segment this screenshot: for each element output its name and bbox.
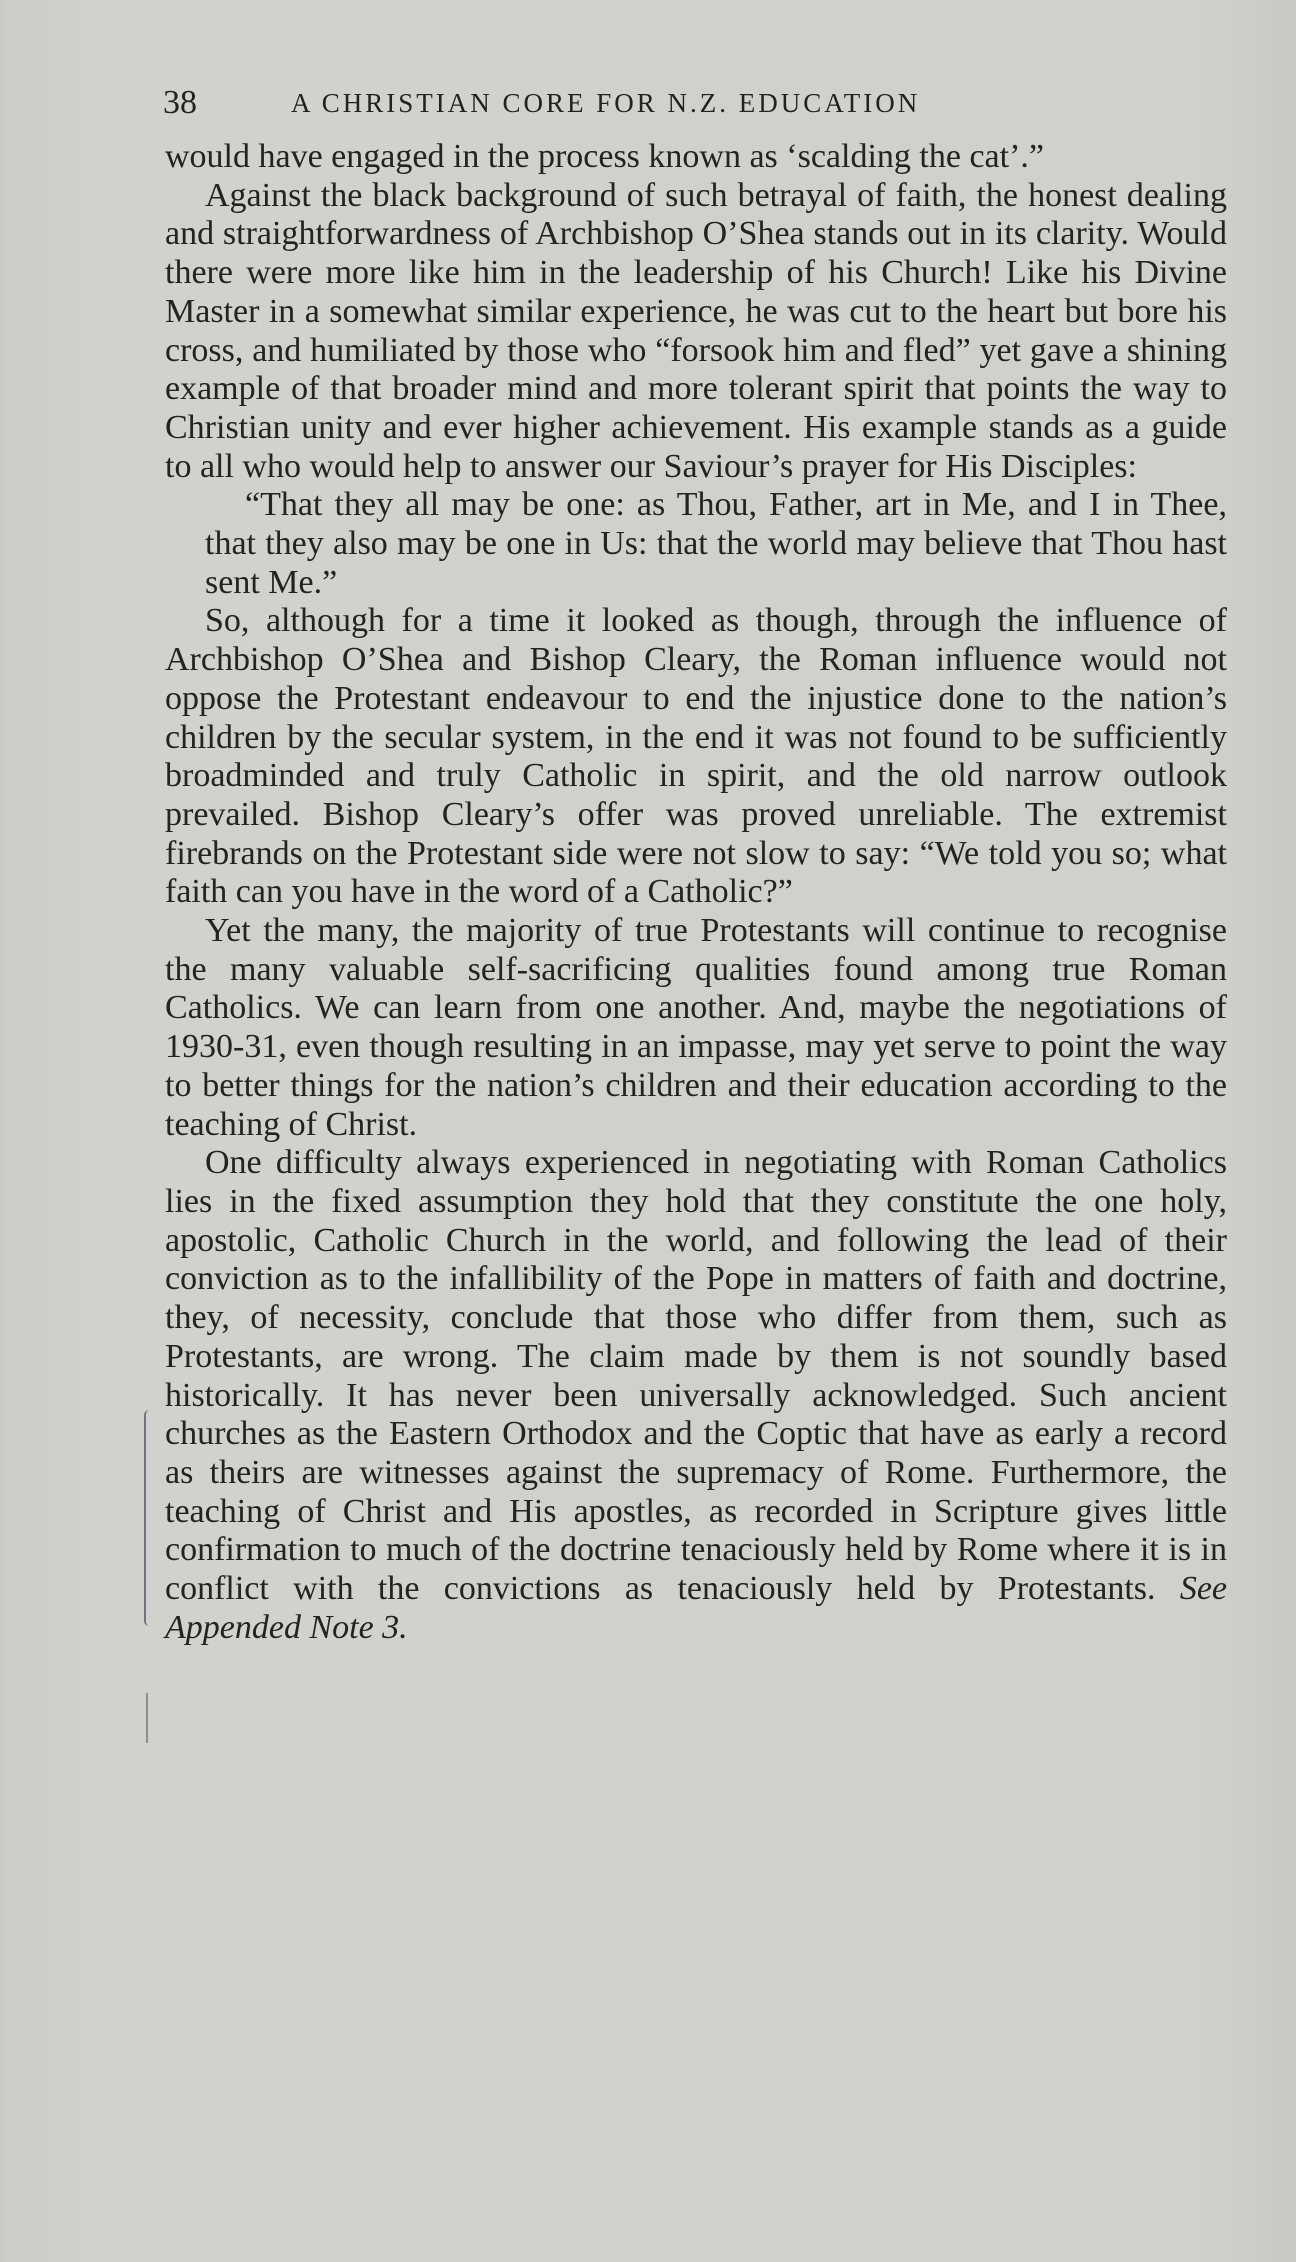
appended-note-reference: See Appended Note 3. [165,1570,1227,1646]
margin-pen-mark [144,1410,154,1626]
running-head: A CHRISTIAN CORE FOR N.Z. EDUCATION [291,88,921,118]
paragraph-negotiations: So, although for a time it looked as though, through the influence of Archbishop O’Shea and Bishop Cleary, the Roman influence would not oppose the Protestant endeavour to end the injustice done to the nation’s children by the secular system, in the end it was not found to be sufficiently broadminded and truly Catholic in spirit, and the old narrow outlook prevailed. Bishop Cleary’s offer was proved unreliable. The extremist firebrands on the Protestant side were not slow to say: “We told you so; what faith can you have in the word of a Catholic?” [165,602,1227,911]
paragraph-continuation: would have engaged in the process known as ‘scalding the cat’.” [165,138,1044,175]
paragraph-archbishop: Against the black background of such betrayal of faith, the honest dealing and straightforwardness of Archbishop O’Shea stands out in its clarity. Would there were more like him in the leadership of his Church! Like his Divine Master in a somewhat similar experience, he was cut to the heart but bore his cross, and humiliated by those who “forsook him and fled” yet gave a shining example of that broader mind and more tolerant spirit that points the way to Christian unity and ever higher achievement. His example stands as a guide to all who would help to answer our Saviour’s prayer for His Disciples: [165,176,1227,485]
body-text [165,138,1227,1647]
margin-pen-mark-small [146,1693,152,1743]
paragraph-protestants: Yet the many, the majority of true Protestants will continue to recognise the many valuable self-sacrificing qualities found among true Roman Catholics. We can learn from one another. And, maybe the negotiations of 1930-31, even though resulting in an impasse, may yet serve to point the way to better things for the nation’s children and their education according to the teaching of Christ. [165,912,1227,1143]
page-header [163,78,1225,128]
scripture-quote: “That they all may be one: as Thou, Father, art in Me, and I in Thee, that they also may be one in Us: that the world may believe that Thou hast sent Me.” [205,486,1227,601]
page-number: 38 [163,84,197,121]
paragraph-difficulty [165,1144,1227,1647]
paragraph-difficulty-text: One difficulty always experienced in negotiating with Roman Catholics lies in the fixed assumption they hold that they constitute the one holy, apostolic, Catholic Church in the world, and following the lead of their conviction as to the infallibility of the Pope in matters of faith and doctrine, they, of necessity, conclude that those who differ from them, such as Protestants, are wrong. The claim made by them is not soundly based historically. It has never been universally acknowledged. Such ancient churches as the Eastern Orthodox and the Coptic that have as early a record as theirs are witnesses against the supremacy of Rome. Furthermore, the teaching of Christ and His apostles, as recorded in Scripture gives little confirmation to much of the doctrine tenaciously held by Rome where it is in conflict with the convictions as tenaciously held by Protestants. [165,1144,1227,1608]
